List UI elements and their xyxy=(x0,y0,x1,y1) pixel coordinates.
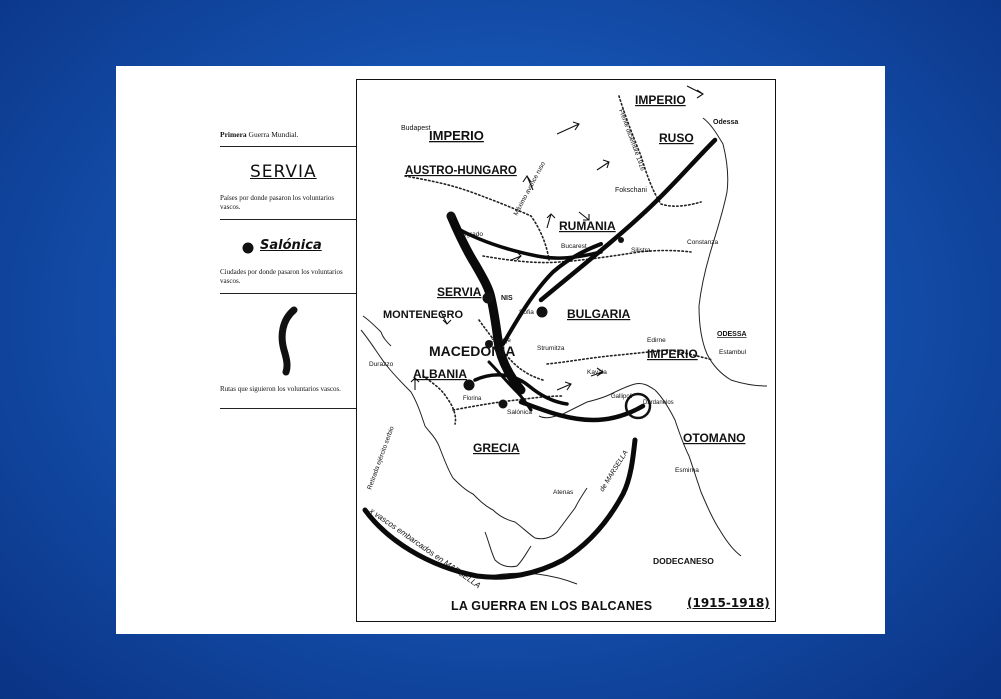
legend-route-desc: Rutas que siguieron los voluntarios vascos. xyxy=(220,385,341,393)
label-durazzo: Durazzo xyxy=(369,361,394,368)
label-bucarest: Bucarest xyxy=(561,243,587,250)
label-odessa: Odessa xyxy=(713,119,739,126)
label-montenegro: MONTENEGRO xyxy=(383,309,464,321)
peloponnese-coast xyxy=(485,532,531,567)
map-drawing xyxy=(357,80,775,621)
route-marsella-salonica xyxy=(365,440,635,577)
label-grecia: GRECIA xyxy=(473,441,520,455)
label-esmirna: Esmirna xyxy=(675,467,699,474)
belgrado-dot xyxy=(447,212,455,220)
label-embarcados: x vascos embarcados en MARSELLA xyxy=(367,506,483,591)
salonica-dot xyxy=(499,400,508,409)
label-odessa-2: ODESSA xyxy=(717,331,747,338)
label-imperio-ruso: IMPERIO xyxy=(635,93,686,107)
legend-city-dot-icon xyxy=(242,242,254,254)
label-retirada: Retirada ejército serbio xyxy=(366,425,396,491)
label-gallipoli: Gallipoli xyxy=(611,394,633,400)
label-servia: SERVIA xyxy=(437,285,482,299)
label-ruso: RUSO xyxy=(659,131,694,145)
label-desde-marsella: de MARSELLA xyxy=(598,449,630,494)
legend-city-desc: Ciudades por donde pasaron los voluntarios vascos. xyxy=(220,268,343,285)
label-budapest: Budapest xyxy=(401,125,431,132)
legend-title: Primera Guerra Mundial. xyxy=(220,130,299,139)
label-silistra: Silistra xyxy=(631,247,651,254)
label-atenas: Atenas xyxy=(553,489,574,496)
label-strumitza: Strumitza xyxy=(537,345,565,352)
label-dodecaneso: DODECANESO xyxy=(653,556,714,566)
front-arrow xyxy=(557,122,579,134)
label-kavala: Kavala xyxy=(587,369,607,376)
label-frente-diciembre: Frente diciembre 1916 xyxy=(617,108,646,172)
label-skopje: Skopje xyxy=(491,337,511,344)
front-arrow xyxy=(547,214,555,228)
label-albania: ALBANIA xyxy=(413,367,467,381)
label-belgrado: Belgrado xyxy=(457,231,484,238)
label-otomano: OTOMANO xyxy=(683,431,746,445)
legend-route-stroke-icon xyxy=(272,306,302,376)
label-bulgaria: BULGARIA xyxy=(567,307,631,321)
front-arrow xyxy=(687,86,703,98)
legend-country-sample: SERVIA xyxy=(250,162,317,182)
sofia-dot xyxy=(537,307,548,318)
balkans-map xyxy=(356,79,776,622)
nis-dot xyxy=(483,293,494,304)
label-florina: Florina xyxy=(463,396,482,402)
florina-dot xyxy=(464,380,475,391)
label-nis: NIS xyxy=(501,295,513,302)
label-edirne: Edirne xyxy=(647,337,666,344)
label-rumania: RUMANIA xyxy=(559,219,616,233)
greece-coast xyxy=(453,478,587,539)
map-sheet xyxy=(116,66,885,634)
label-imperio-ah: IMPERIO xyxy=(429,128,484,143)
label-fokschani: Fokschani xyxy=(615,187,647,194)
bucarest-dot xyxy=(618,237,624,243)
label-estambul: Estambul xyxy=(719,349,747,356)
front-arrow xyxy=(597,160,609,170)
label-dardanelos: Dardanelos xyxy=(643,400,674,406)
label-macedonia: MACEDONIA xyxy=(429,343,516,359)
map-title: LA GUERRA EN LOS BALCANES xyxy=(451,599,653,613)
legend-city-sample: Salónica xyxy=(260,238,322,253)
black-sea-coast xyxy=(699,118,767,386)
label-avance-ruso: Máximo avance ruso xyxy=(512,160,547,217)
label-imperio-otomano: IMPERIO xyxy=(647,347,698,361)
label-salonica: Salónica xyxy=(507,409,532,416)
legend-country-desc: Países por donde pasaron los voluntarios vascos. xyxy=(220,194,335,211)
label-austro-hungaro: AUSTRO-HUNGARO xyxy=(405,165,517,177)
label-constanza: Constanza xyxy=(687,239,719,246)
map-years: (1915-1918) xyxy=(687,596,770,610)
albania-border xyxy=(423,376,456,424)
front-arrow xyxy=(557,382,571,390)
label-sofia: Sofia xyxy=(519,309,534,316)
